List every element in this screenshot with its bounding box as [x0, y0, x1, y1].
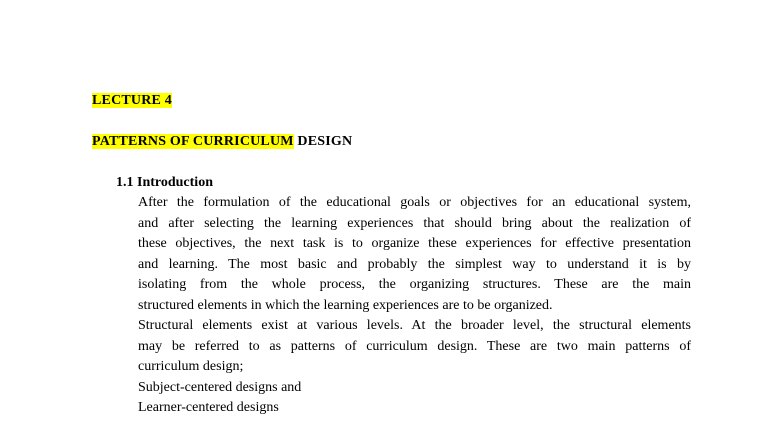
paragraph-line: structured elements in which the learning experiences are to be organized. [138, 297, 553, 313]
paragraph-line: isolating from the whole process, the organizing structures. These are the main [138, 277, 691, 292]
lecture-heading [92, 92, 172, 110]
paragraph-line: curriculum design; [138, 359, 244, 374]
title-rest: DESIGN [293, 134, 353, 149]
paragraph-line: Structural elements exist at various levels. At the broader level, the structural elements [138, 318, 691, 333]
pattern-item: Learner-centered designs [138, 400, 279, 415]
section-heading: 1.1 Introduction [116, 175, 213, 190]
title-highlighted-part: PATTERNS OF CURRICULUM [92, 134, 294, 149]
section-body [138, 193, 691, 419]
paragraph-line: and after selecting the learning experiences that should bring about the realization of [138, 215, 691, 231]
paragraph-line: may be referred to as patterns of curriculum design. These are two main patterns of [138, 338, 691, 354]
paragraph-line: these objectives, the next task is to organize these experiences for effective presentation [138, 236, 691, 251]
paragraph-line: After the formulation of the educational goals or objectives for an educational system, [138, 195, 691, 210]
page-title [92, 133, 352, 151]
pattern-item: Subject-centered designs and [138, 379, 302, 395]
lecture-label: LECTURE 4 [92, 93, 172, 108]
paragraph-line: and learning. The most basic and probably the simplest way to understand it is by [138, 256, 691, 272]
